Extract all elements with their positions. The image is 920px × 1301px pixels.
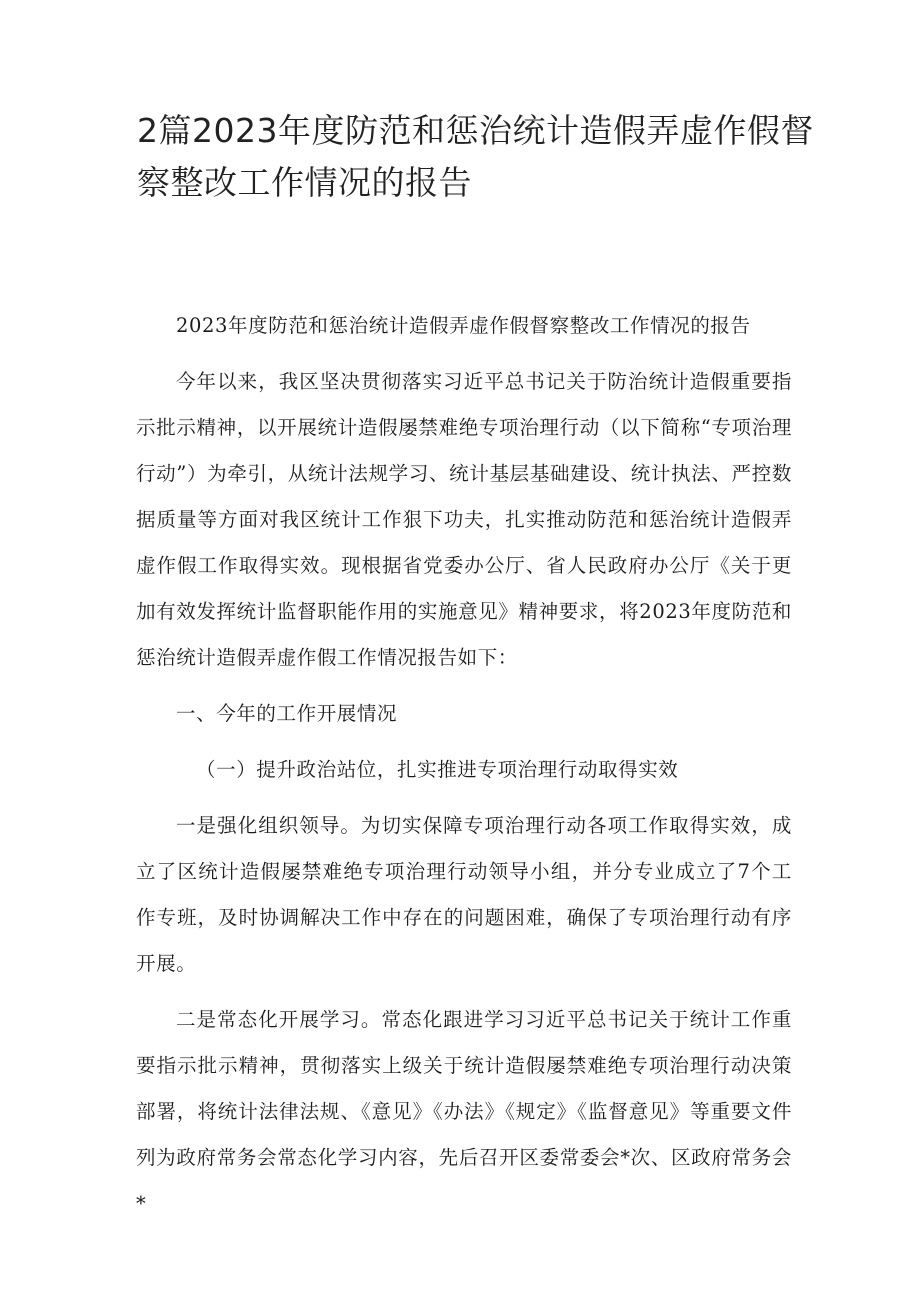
document-title: 2篇2023年度防范和惩治统计造假弄虚作假督察整改工作情况的报告 [137,111,814,202]
section-heading-1: 一、今年的工作开展情况 [176,702,398,725]
document-body [136,303,792,1237]
report-heading-paragraph: 2023年度防范和惩治统计造假弄虚作假督察整改工作情况的报告 [176,314,751,337]
paragraph-organization: 一是强化组织领导。为切实保障专项治理行动各项工作取得实效，成立了区统计造假屡禁难绝专项治理行动领导小组，并分专业成立了7个工作专班，及时协调解决工作中存在的问题困难，确保了专项治理行动有序开展。 [136,814,792,975]
subsection-heading-1: （一）提升政治站位，扎实推进专项治理行动取得实效 [196,758,679,781]
intro-paragraph: 今年以来，我区坚决贯彻落实习近平总书记关于防治统计造假重要指示批示精神，以开展统计造假屡禁难绝专项治理行动（以下简称“专项治理行动”）为牵引，从统计法规学习、统计基层基础建设、统计执法、严控数据质量等方面对我区统计工作狠下功夫，扎实推动防范和惩治统计造假弄虚作假工作取得实效。现根据省党委办公厅、省人民政府办公厅《关于更加有效发挥统计监督职能作用的实施意见》精神要求，将2023年度防范和惩治统计造假弄虚作假工作情况报告如下： [136,370,792,669]
paragraph-study: 二是常态化开展学习。常态化跟进学习习近平总书记关于统计工作重要指示批示精神，贯彻落实上级关于统计造假屡禁难绝专项治理行动决策部署，将统计法律法规、《意见》《办法》《规定》《监督意见》等重要文件列为政府常务会常态化学习内容，先后召开区委常委会*次、区政府常务会* [136,1008,792,1215]
